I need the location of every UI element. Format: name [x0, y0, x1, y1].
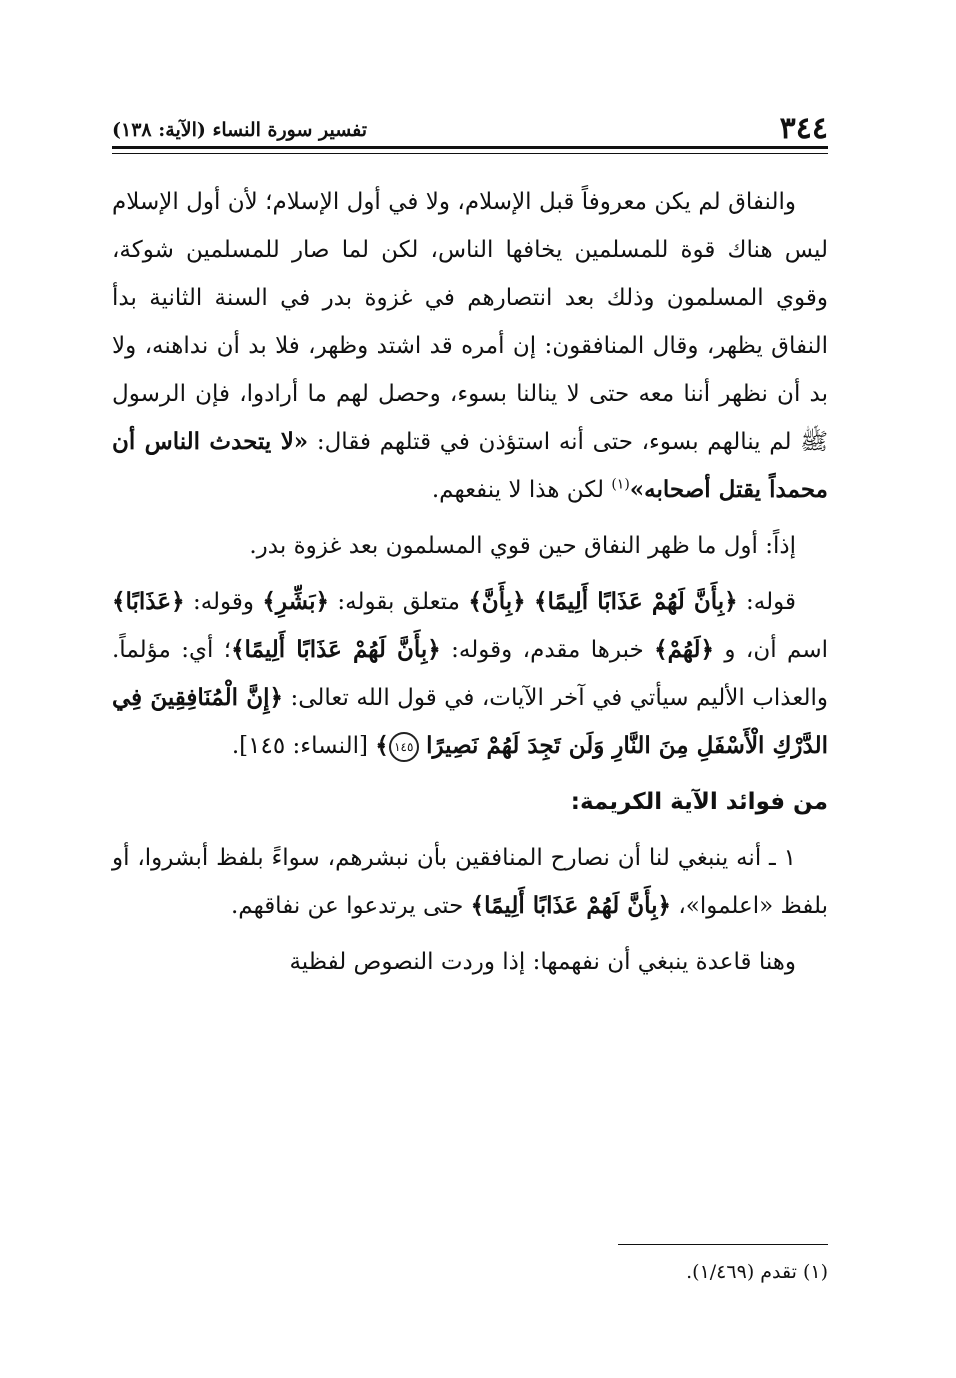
paragraph-2: إذاً: أول ما ظهر النفاق حين قوي المسلمون بعد غزوة بدر.	[249, 533, 796, 559]
p3-text-5: اسم أن، و	[714, 637, 828, 663]
p3-text-7: ؛ أي: مؤلماً. والعذاب الأليم سيأتي في آخر الآيات، في قول الله تعالى:	[112, 637, 828, 711]
quran-quote-1: ﴿بِأَنَّ لَهُمْ عَذَابًا أَلِيمًا﴾	[533, 588, 738, 615]
ayah-number-marker: ١٤٥	[389, 732, 419, 762]
footnote-separator	[618, 1244, 828, 1245]
p3-text-3: متعلق بقوله:	[329, 589, 469, 615]
quran-quote-7: ﴿إِنَّ الْمُنَافِقِينَ فِي الدَّرْكِ الْأَسْفَلِ مِنَ النَّارِ وَلَن تَجِدَ لَهُمْ نَصِيرًا	[112, 684, 828, 759]
page-header	[112, 104, 828, 144]
paragraph-3	[112, 578, 828, 770]
running-title: تفسير سورة النساء (الآية: ١٣٨)	[112, 119, 368, 141]
p4-text-2: حتى يرتدعوا عن نفاقهم.	[230, 893, 471, 919]
p4-text-1: ١ ـ أنه ينبغي لنا أن نصارح المنافقين بأن نبشرهم، سواءً بلفظ أبشروا، أو بلفظ «اعلموا»،	[112, 845, 828, 919]
page-number: ٣٤٤	[779, 111, 828, 146]
footnote: (١) تقدم (١/٤٦٩).	[686, 1261, 828, 1283]
quran-quote-3: ﴿بَشِّرِ﴾	[262, 588, 329, 615]
quran-quote-7-close: ﴾	[375, 732, 389, 759]
section-heading: من فوائد الآية الكريمة:	[570, 789, 828, 815]
quran-quote-5: ﴿لَهُمْ﴾	[654, 636, 715, 663]
quran-quote-8: ﴿بِأَنَّ لَهُمْ عَذَابًا أَلِيمًا﴾	[470, 892, 672, 919]
p3-text-1: قوله:	[737, 589, 797, 615]
paragraph-1	[112, 178, 828, 514]
p3-text-2	[526, 589, 534, 615]
footnote-reference: (١)	[611, 476, 630, 493]
quran-quote-6: ﴿بِأَنَّ لَهُمْ عَذَابًا أَلِيمًا﴾	[231, 636, 441, 663]
paragraph-1-text: والنفاق لم يكن معروفاً قبل الإسلام، ولا في أول الإسلام؛ لأن أول الإسلام ليس هناك قوة للمسلمين يخافها الناس، لكن لما صار للمسلمين شوكة، وقوي المسلمون وذلك بعد انتصارهم في غزوة بدر في السنة الثانية بدأ النفاق يظهر، وقال المنافقون: إن أمره قد اشتد وظهر، فلا بد أن نداهنه، ولا بد أن نظهر أننا معه حتى لا ينالنا بسوء، وحصل لهم ما أرادوا، فإن الرسول ﷺ لم ينالهم بسوء، حتى أنه استؤذن في قتلهم فقال:	[112, 189, 828, 455]
quran-quote-2: ﴿بِأَنَّ﴾	[468, 588, 526, 615]
p3-text-6: خبرها مقدم، وقوله:	[440, 637, 655, 663]
header-rule-thick	[112, 146, 828, 149]
paragraph-4	[112, 834, 828, 930]
main-text	[112, 178, 828, 986]
quran-quote-4: ﴿عَذَابًا﴾	[112, 588, 185, 615]
header-rule-thin	[112, 153, 828, 154]
paragraph-5: وهنا قاعدة ينبغي أن نفهمها: إذا وردت النصوص لفظية	[289, 949, 796, 975]
p3-text-8: [النساء: ١٤٥].	[231, 733, 376, 759]
hadith-quote: «لا يتحدث الناس أن محمداً يقتل أصحابه»	[112, 428, 828, 503]
p3-text-4: وقوله:	[184, 589, 263, 615]
paragraph-1-tail: لكن هذا لا ينفعهم.	[431, 477, 612, 503]
